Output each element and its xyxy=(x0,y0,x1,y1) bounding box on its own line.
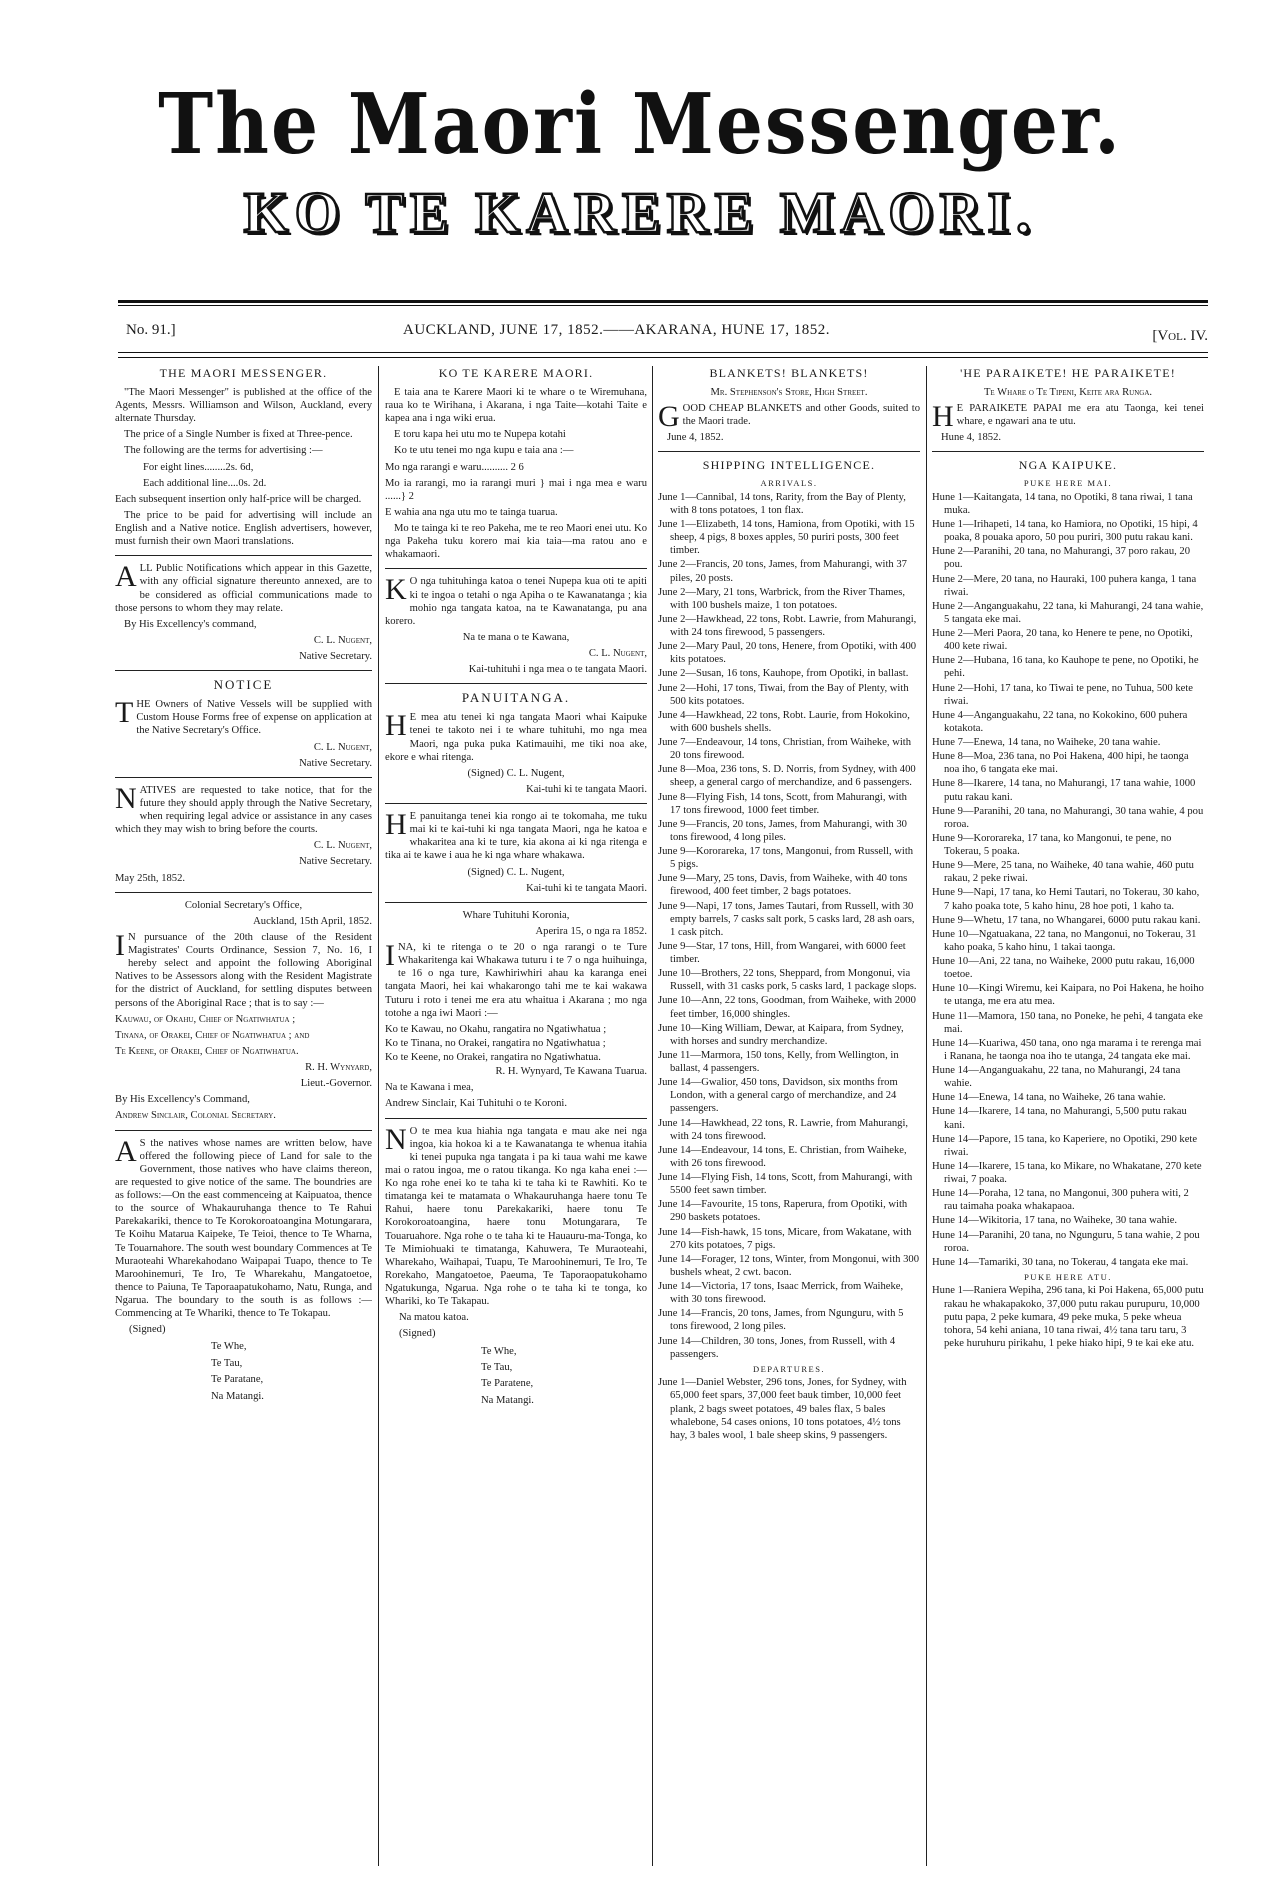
signature: C. L. Nugent, xyxy=(313,840,372,852)
assessor: Te Keene, of Orakei, Chief of Ngatiwhatua. xyxy=(115,1045,299,1057)
signature-title: Native Secretary. xyxy=(299,651,372,662)
signatory: Te Whe, xyxy=(481,1345,517,1357)
signature: (Signed) C. L. Nugent, xyxy=(467,866,565,878)
shipping-entry: Hune 14—Poraha, 12 tana, no Mangonui, 300 puhera witi, 2 rau taimaha poaka whakapaoa. xyxy=(932,1188,1189,1213)
shipping-entry: Hune 2—Meri Paora, 20 tana, ko Henere te pene, no Opotiki, 400 kete riwai. xyxy=(932,628,1193,653)
signed-label: (Signed) xyxy=(399,1328,436,1340)
office-date: Auckland, 15th April, 1852. xyxy=(253,915,372,927)
shipping-entry: Hune 7—Enewa, 14 tana, no Waiheke, 20 tana wahie. xyxy=(932,737,1161,749)
store-address: Mr. Stephenson's Store, High Street. xyxy=(710,386,868,398)
paragraph: "The Maori Messenger" is published at the office of the Agents, Messrs. Williamson and Wilson, Auckland, every alternate Thursday. xyxy=(115,386,372,425)
notice-date: May 25th, 1852. xyxy=(115,872,186,884)
shipping-entry: Hune 11—Mamora, 150 tana, no Poneke, he pehi, 4 tangata eke mai. xyxy=(932,1010,1203,1035)
separator xyxy=(115,892,372,893)
shipping-entry: June 9—Francis, 20 tons, James, from Mahurangi, with 30 tons firewood, 4 long piles. xyxy=(658,818,907,843)
shipping-entry: June 11—Marmora, 150 tons, Kelly, from Wellington, in ballast, 4 passengers. xyxy=(658,1049,899,1075)
shipping-entry: Hune 14—Papore, 15 tana, ko Kaperiere, no Opotiki, 290 kete riwai. xyxy=(932,1133,1198,1158)
paragraph: By His Excellency's command, xyxy=(124,618,257,630)
shipping-entry: June 14—Flying Fish, 14 tons, Scott, from Mahurangi, with 5500 feet sawn timber. xyxy=(658,1172,913,1197)
shipping-entry: June 9—Star, 17 tons, Hill, from Wangarei, with 6000 feet timber. xyxy=(658,940,906,966)
paragraph: Ko te utu tenei mo nga kupu e taia ana :— xyxy=(394,445,574,457)
shipping-entry: June 8—Flying Fish, 14 tons, Scott, from Mahurangi, with 17 tons firewood, 1000 feet timber. xyxy=(658,791,907,816)
assessor: Ko te Tinana, no Orakei, rangatira no Ngatiwhatua ; xyxy=(385,1037,606,1049)
paragraph: The price to be paid for advertising will include an English and a Native notice. English advertisers, however, must furnish their own Maori translations. xyxy=(115,509,372,548)
dateline-rule xyxy=(118,352,1208,353)
shipping-entry: Hune 9—Napi, 17 tana, ko Hemi Tautari, no Tokerau, 30 kaho, 7 kaho poaka tote, 5 kaho hinu, 28 hoe poti, 1 kaho ta. xyxy=(932,887,1200,912)
section-heading: BLANKETS! BLANKETS! xyxy=(709,366,869,380)
rate-line: Mo ia rarangi, mo ia rarangi muri } mai i nga mea e waru ......} 2 xyxy=(385,477,647,502)
signature-title: Native Secretary. xyxy=(299,757,372,769)
masthead-rule xyxy=(118,300,1208,303)
arrivals-list xyxy=(658,491,920,1361)
shipping-entry: Hune 14—Ikarere, 14 tana, no Mahurangi, 5,500 putu rakau kani. xyxy=(932,1106,1187,1131)
signature: C. L. Nugent, xyxy=(588,648,647,659)
shipping-entry: Hune 8—Ikarere, 14 tana, no Mahurangi, 17 tana wahie, 1000 putu rakau kani. xyxy=(932,778,1196,803)
advertisement: GOOD CHEAP BLANKETS and other Goods, suited to the Maori trade. xyxy=(658,400,920,433)
shipping-entry: Hune 1—Irihapeti, 14 tana, ko Hamiora, no Opotiki, 15 hipi, 4 poaka, 8 pouaka aporo, 50 pou puriri, 300 putu rakau kani. xyxy=(932,519,1198,544)
separator xyxy=(385,683,647,684)
issue-number: No. 91.] xyxy=(126,322,176,338)
signatory: Na Matangi. xyxy=(211,1390,264,1402)
section-heading: NGA KAIPUKE. xyxy=(1018,458,1118,473)
store-address: Te Whare o Te Tipeni, Keite ara Runga. xyxy=(983,386,1153,398)
shipping-entry: June 1—Daniel Webster, 296 tons, Jones, for Sydney, with 65,000 feet spars, 37,000 feet bauk timber, 10,000 feet plank, 2 bags sweet potatoes, 49 bales flax, 5 bales whalebone, 54 cases onions, 10 tons potatoes, 4½ tons hay, 3 bales wool, 1 bale sheep skins, 9 passengers. xyxy=(658,1377,907,1441)
signatory: Na Matangi. xyxy=(481,1394,534,1406)
assessor: Tinana, of Orakei, Chief of Ngatiwhatua ; and xyxy=(115,1029,310,1041)
shipping-entry: June 14—Fish-hawk, 15 tons, Micare, from Wakatane, with 270 kits potatoes, 7 pigs. xyxy=(658,1226,912,1251)
shipping-entry: June 9—Mary, 25 tons, Davis, from Waiheke, with 40 tons firewood, 400 feet timber, 2 bags potatoes. xyxy=(658,873,908,898)
paragraph: E taia ana te Karere Maori ki te whare o te Wiremuhana, raua ko te Wirihana, i Akarana, i nga Taite—kotahi Taite e kapea ana i nga wiki erua. xyxy=(385,386,647,425)
separator xyxy=(932,451,1204,452)
section-heading: PANUITANGA. xyxy=(461,690,571,706)
shipping-entry: Hune 9—Paranihi, 20 tana, no Mahurangi, 30 tana wahie, 4 pou roroa. xyxy=(932,805,1204,830)
separator xyxy=(115,777,372,778)
shipping-entry: Hune 14—Enewa, 14 tana, no Waiheke, 26 tana wahie. xyxy=(932,1092,1166,1104)
advertisement-date: Hune 4, 1852. xyxy=(941,432,1002,444)
shipping-entry: Hune 14—Kuariwa, 450 tana, ono nga marama i te rerenga mai i Ranana, he taonga noa iho te utanga, 24 tangata eke mai. xyxy=(932,1037,1202,1062)
section-heading: THE MAORI MESSENGER. xyxy=(159,366,328,380)
signatory-list xyxy=(211,1339,372,1405)
column-1 xyxy=(115,366,372,1866)
shipping-entry: Hune 14—Wikitoria, 17 tana, no Waiheke, 30 tana wahie. xyxy=(932,1215,1178,1227)
signature: C. L. Nugent, xyxy=(313,741,372,753)
shipping-entry: June 1—Cannibal, 14 tons, Rarity, from the Bay of Plenty, with 8 tons potatoes, 1 ton flax. xyxy=(658,491,906,516)
shipping-entry: June 2—Hohi, 17 tons, Tiwai, from the Bay of Plenty, with 500 kits potatoes. xyxy=(658,682,909,707)
office-date: Aperira 15, o nga ra 1852. xyxy=(535,925,647,937)
shipping-entry: June 1—Elizabeth, 14 tons, Hamiona, from Opotiki, with 15 sheep, 4 pigs, 8 boxes apples, 50 puriri posts, 300 feet timber. xyxy=(658,519,915,557)
signature: Andrew Sinclair, Colonial Secretary. xyxy=(115,1110,276,1122)
paragraph: E wahia ana nga utu mo te tainga tuarua. xyxy=(385,506,558,518)
shipping-entry: Hune 1—Kaitangata, 14 tana, no Opotiki, 8 tana riwai, 1 tana muka. xyxy=(932,491,1193,516)
column-2 xyxy=(385,366,647,1866)
signatory: Te Whe, xyxy=(211,1341,247,1353)
paragraph: The price of a Single Number is fixed at Three-pence. xyxy=(124,429,353,441)
subheading: PUKE HERE ATU. xyxy=(1024,1271,1112,1282)
shipping-entry: June 2—Hawkhead, 22 tons, Robt. Lawrie, from Mahurangi, with 24 tons firewood, 5 passengers. xyxy=(658,613,917,639)
masthead xyxy=(0,76,1280,245)
signature: R. H. Wynyard, Te Kawana Tuarua. xyxy=(495,1066,647,1078)
shipping-entry: Hune 8—Moa, 236 tana, no Poi Hakena, 400 hipi, he taonga noa iho, 6 tangata eke mai. xyxy=(932,751,1189,776)
shipping-entry: Hune 10—Ngatuakana, 22 tana, no Mangonui, no Tokerau, 31 kaho poaka, 5 kaho hinu, 1 takai taonga. xyxy=(932,928,1197,953)
shipping-entry: Hune 2—Anganguakahu, 22 tana, ki Mahurangi, 24 tana wahie, 5 tangata eke mai. xyxy=(932,600,1204,625)
shipping-entry: June 7—Endeavour, 14 tons, Christian, from Waiheke, with 20 tons firewood. xyxy=(658,737,912,762)
section-heading: SHIPPING INTELLIGENCE. xyxy=(702,458,876,473)
paragraph: Each subsequent insertion only half-price will be charged. xyxy=(115,493,362,505)
signed-label: (Signed) xyxy=(129,1324,166,1336)
shipping-entry: Hune 2—Hubana, 16 tana, ko Kauhope te pene, no Opotiki, he pehi. xyxy=(932,655,1199,680)
separator xyxy=(115,670,372,671)
shipping-entry: June 9—Kororareka, 17 tons, Mangonui, from Russell, with 5 pigs. xyxy=(658,846,914,871)
signature-title: Lieut.-Governor. xyxy=(300,1078,372,1090)
shipping-entry: Hune 14—Tamariki, 30 tana, no Tokerau, 4 tangata eke mai. xyxy=(932,1256,1189,1268)
shipping-entry: Hune 14—Ikarere, 15 tana, ko Mikare, no Whakatane, 270 kete riwai, 7 poaka. xyxy=(932,1160,1202,1186)
shipping-entry: June 10—Ann, 22 tons, Goodman, from Waiheke, with 2000 feet timber, 16,000 shingles. xyxy=(658,995,916,1020)
separator xyxy=(385,803,647,804)
shipping-entry: June 10—Brothers, 22 tons, Sheppard, from Mongonui, via Russell, with 31 casks pork, 5 casks lard, 1 package slops. xyxy=(658,968,917,993)
column-3 xyxy=(658,366,920,1866)
shipping-entry: June 14—Francis, 20 tons, James, from Ngunguru, with 5 tons firewood, 2 long piles. xyxy=(658,1308,904,1333)
paragraph: Na te Kawana i mea, xyxy=(385,1082,474,1094)
shipping-entry: Hune 2—Paranihi, 20 tana, no Mahurangi, 37 poro rakau, 20 pou. xyxy=(932,546,1191,571)
signature-title: Native Secretary. xyxy=(299,856,372,868)
shipping-entry: Hune 10—Ani, 22 tana, no Waiheke, 2000 putu rakau, 16,000 toetoe. xyxy=(932,956,1195,981)
paragraph: Na matou katoa. xyxy=(399,1312,469,1324)
signature: Andrew Sinclair, Kai Tuhituhi o te Koroni. xyxy=(385,1098,568,1110)
signature-title: Kai-tuhi ki te tangata Maori. xyxy=(526,783,647,795)
notice-paragraph: HE panuitanga tenei kia rongo ai te tokomaha, me tuku mai ki te kai-tuhi ki nga tangata Maori, nga he katoa e whakaritea ana ki te ture, kia akona ai ki nga ritenga e tika ai te kawe i aua he ki nga whare whakawa. xyxy=(385,808,647,862)
departures-list xyxy=(658,1376,920,1442)
separator xyxy=(115,1130,372,1131)
shipping-entry: Hune 9—Kororareka, 17 tana, ko Mangonui, te pene, no Tokerau, 5 poaka. xyxy=(932,832,1172,858)
masthead-title-english: The Maori Messenger. xyxy=(158,76,1122,174)
shipping-entry: Hune 2—Mere, 20 tana, no Hauraki, 100 puhera kanga, 1 tana riwai. xyxy=(932,573,1197,598)
shipping-entry: Hune 9—Whetu, 17 tana, no Whangarei, 6000 putu rakau kani. xyxy=(932,914,1201,926)
section-heading: 'HE PARAIKETE! HE PARAIKETE! xyxy=(960,366,1176,380)
advertisement: HE PARAIKETE PAPAI me era atu Taonga, kei tenei whare, e ngawari ana te utu. xyxy=(932,400,1204,433)
section-heading: NOTICE xyxy=(213,677,274,693)
shipping-entry: June 8—Moa, 236 tons, S. D. Norris, from Sydney, with 400 sheep, a general cargo of merchandize, and 6 passengers. xyxy=(658,764,916,789)
shipping-entry: June 10—King William, Dewar, at Kaipara, from Sydney, with horses and sundry merchandize. xyxy=(658,1022,904,1047)
column-4 xyxy=(932,366,1204,1866)
shipping-entry: Hune 2—Hohi, 17 tana, ko Tiwai te pene, no Tuhua, 500 kete riwai. xyxy=(932,682,1193,707)
shipping-entry: June 14—Children, 30 tons, Jones, from Russell, with 4 passengers. xyxy=(658,1335,896,1360)
signature: C. L. Nugent, xyxy=(313,634,372,646)
section-heading: KO TE KARERE MAORI. xyxy=(438,366,594,380)
shipping-entry: June 14—Victoria, 17 tons, Isaac Merrick, from Waiheke, with 30 tons firewood. xyxy=(658,1281,904,1306)
notice-paragraph: THE Owners of Native Vessels will be supplied with Custom House Forms free of expense on application at the Native Secretary's Office. xyxy=(115,696,372,737)
arrivals-list xyxy=(932,491,1204,1269)
departures-list xyxy=(932,1284,1204,1350)
column-divider xyxy=(378,366,379,1866)
subheading: PUKE HERE MAI. xyxy=(1023,478,1113,489)
notice-paragraph: KO nga tuhituhinga katoa o tenei Nupepa kua oti te apiti ki te ingoa o tetahi o nga Apiha o te Kawanatanga ; kia mohio nga tangata katoa, na te Kawanatanga, pu ana korero. xyxy=(385,573,647,627)
notice-paragraph: INA, ki te ritenga o te 20 o nga rarangi o te Ture Whakaritenga kai Whakawa tuturu i te 7 o nga huihuinga, te 16 o nga ture, Kawhiriwhiri ahau ka karanga enei tangata Maori, hei kai whakarongo tahi me te kai wakawa Tuturu i roto i tenei me era atu whaitua i Akarana ; mo nga totohe a nga iwi Maori :— xyxy=(385,939,647,1019)
signatory: Te Tau, xyxy=(481,1362,513,1374)
office-heading: Colonial Secretary's Office, xyxy=(184,899,303,911)
shipping-entry: Hune 9—Mere, 25 tana, no Waiheke, 40 tana wahie, 460 putu rakau, 2 peke riwai. xyxy=(932,860,1194,885)
office-heading: Whare Tuhituhi Koronia, xyxy=(462,909,570,921)
advertisement-date: June 4, 1852. xyxy=(667,432,724,444)
notice-paragraph: AS the natives whose names are written below, have offered the following piece of Land for sale to the Government, those natives who have claims thereon, are requested to give notice of the same. The boundries are as follows:—On the east commenceing at Kaipuatoa, thence to the source of Whakauruhanga thence to Te Rahui Parekakariki, thence to Te Korokoroatoangina Motungarara, Te Koihu Matarua Kaipeke, Te Teioi, thence to Te Wharna, Te Touarnahore. The south west boundary Commences at Te Muraoteahi Wharekahodano Waipapai Tuapo, thence to Te Maroohinemuri, Te Iro, Te Wharekahu, Mangatoetoe, thence to Paiuna, Te Taporaapatukohamo, Natu, Runga, and Ngarua. The boundary to the south is as follows :—Commencing at Te Whariki, thence to Te Tokapau. xyxy=(115,1134,372,1320)
shipping-entry: June 2—Susan, 16 tons, Kauhope, from Opotiki, in ballast. xyxy=(658,668,909,680)
assessor: Kauwau, of Okahu, Chief of Ngatiwhatua ; xyxy=(115,1013,296,1025)
masthead-rule-thin xyxy=(118,305,1208,306)
signatory: Te Paratene, xyxy=(481,1378,534,1390)
notice-paragraph: NO te mea kua hiahia nga tangata e mau ake nei nga ingoa, kia hokoa ki a te Kawanatanga te whenua itahia ki tenei pupuka nga tangata i pa ki taua wahi me kawe mai o ratou ingoa, me o ratou tikanga. Ko nga kaha enei :—Ko nga rohe enei ko te taha ki te taha ki te Rawhiti. Ko te timatanga kei te matamata o Whakauruhanga haere tonu Te Rahui, haere tonu Parekakariki, haere tonu Te Korokoroatoangina, haere tonu Motungarara, Te Touaruahore. Nga rohe o te taha ki te Hauauru-ma-Tonga, ko Te Mimiohuaki te timatanga, Kahuwera, Te Muraoteahi, Wharekaho, Waihapai, Tuapu, Te Maroohinemuri, Te Iro, Te Rorekaho, Mangatoetoe, Paeuma, Te Taporaopatukohamo Ngatukunga, Ngarua. Nga rohe o te taha ki te tonga, ko Whariki, ko Te Takapau. xyxy=(385,1122,647,1308)
rate-line: For eight lines........2s. 6d, xyxy=(143,461,254,473)
signature-title: Kai-tuhi ki te tangata Maori. xyxy=(526,882,647,894)
shipping-entry: June 14—Forager, 12 tons, Winter, from Mongonui, with 300 bushels wheat, 2 cwt. bacon. xyxy=(658,1253,919,1278)
shipping-entry: June 2—Mary Paul, 20 tons, Henere, from Opotiki, with 400 kits potatoes. xyxy=(658,641,917,666)
separator xyxy=(385,568,647,569)
signatory: Te Paratane, xyxy=(211,1374,264,1386)
shipping-entry: Hune 10—Kingi Wiremu, kei Kaipara, no Poi Hakena, he hoiho te utanga, me era atu mea. xyxy=(932,983,1204,1008)
dateline xyxy=(118,322,1208,346)
shipping-entry: June 14—Favourite, 15 tons, Raperura, from Opotiki, with 290 baskets potatoes. xyxy=(658,1199,908,1224)
rate-line: Mo nga rarangi e waru.......... 2 6 xyxy=(385,461,524,473)
notice-paragraph: HE mea atu tenei ki nga tangata Maori whai Kaipuke tenei te takoto nei i te whare tuhituhi, mo nga mea Maori, nga puka puka Katimauihi, me tiki noa ake, ekore e whai ritenga. xyxy=(385,709,647,763)
column-divider xyxy=(652,366,653,1866)
rate-line: Each additional line....0s. 2d. xyxy=(143,477,267,489)
signatory-list xyxy=(481,1344,647,1410)
signature: R. H. Wynyard, xyxy=(305,1062,372,1074)
paragraph: The following are the terms for advertising :— xyxy=(124,445,323,457)
separator xyxy=(385,1118,647,1119)
dateline-rule-2 xyxy=(118,357,1208,358)
separator xyxy=(658,451,920,452)
notice-paragraph: NATIVES are requested to take notice, that for the future they should apply through the Native Secretary, when requiring legal advice or assistance in any cases which they may wish to bring before the courts. xyxy=(115,781,372,836)
paragraph: E toru kapa hei utu mo te Nupepa kotahi xyxy=(394,429,566,441)
shipping-entry: June 4—Hawkhead, 22 tons, Robt. Laurie, from Hokokino, with 600 bushels shells. xyxy=(658,709,910,734)
signatory: Te Tau, xyxy=(211,1357,243,1369)
notice-paragraph: IN pursuance of the 20th clause of the Resident Magistrates' Courts Ordinance, Session 7, No. 16, I hereby select and appoint the following Aboriginal Natives to be Assessors along with the Resident Magistrate for the district of Auckland, for settling disputes between persons of the Aboriginal Race ; that is to say :— xyxy=(115,928,372,1009)
shipping-entry: June 14—Hawkhead, 22 tons, R. Lawrie, from Mahurangi, with 24 tons firewood. xyxy=(658,1117,909,1142)
shipping-entry: June 14—Endeavour, 14 tons, E. Christian, from Waiheke, with 26 tons firewood. xyxy=(658,1144,907,1169)
subheading: DEPARTURES. xyxy=(752,1363,826,1374)
paragraph: By His Excellency's Command, xyxy=(115,1094,250,1106)
issue-date: AUCKLAND, JUNE 17, 1852.——AKARANA, HUNE 17, 1852. xyxy=(403,322,830,338)
signature-title: Kai-tuhituhi i nga mea o te tangata Maori. xyxy=(468,664,647,676)
separator xyxy=(385,902,647,903)
shipping-entry: June 14—Gwalior, 450 tons, Davidson, six months from London, with a general cargo of merchandize, and 24 passengers. xyxy=(658,1077,898,1115)
separator xyxy=(115,555,372,556)
paragraph: Na te mana o te Kawana, xyxy=(462,631,570,643)
assessor: Ko te Keene, no Orakei, rangatira no Ngatiwhatua. xyxy=(385,1052,601,1064)
subheading: ARRIVALS. xyxy=(760,478,818,489)
shipping-entry: June 9—Napi, 17 tons, James Tautari, from Russell, with 30 empty barrels, 7 casks salt pork, 5 casks lard, 28 ash oars, 1 cask pitch. xyxy=(658,900,915,938)
assessor: Ko te Kawau, no Okahu, rangatira no Ngatiwhatua ; xyxy=(385,1023,607,1035)
shipping-entry: June 2—Mary, 21 tons, Warbrick, from the River Thames, with 100 bushels maize, 1 ton potatoes. xyxy=(658,586,905,611)
shipping-entry: Hune 4—Anganguakahu, 22 tana, no Kokokino, 600 puhera kotakota. xyxy=(932,709,1188,734)
shipping-entry: Hune 1—Raniera Wepiha, 296 tana, ki Poi Hakena, 65,000 putu rakau he whakapakoko, 37,000 putu rakau purupuru, 10,000 putu papa, 2 peke kumara, 49 peke muka, 5 peke wheua tohora, 54 kehi aniana, 10 tana riwai, 4½ tana taru taru, 3 peke huruhuru pirikahu, 1 peke hiako hipi, 9 te kai eke atu. xyxy=(932,1285,1204,1349)
shipping-entry: Hune 14—Anganguakahu, 22 tana, no Mahurangi, 24 tana wahie. xyxy=(932,1065,1181,1090)
paragraph: Mo te tainga ki te reo Pakeha, me te reo Maori enei utu. Ko nga Pakeha tuku korero mai kia taia—ma ratou ano e whakamaori. xyxy=(385,523,647,561)
signature: (Signed) C. L. Nugent, xyxy=(467,767,565,779)
notice-paragraph: ALL Public Notifications which appear in this Gazette, with any official signature thereunto annexed, are to be considered as official communications made to those persons to whom they may relate. xyxy=(115,560,372,614)
masthead-title-maori: KO TE KARERE MAORI. xyxy=(243,180,1037,245)
column-divider xyxy=(926,366,927,1866)
shipping-entry: June 2—Francis, 20 tons, James, from Mahurangi, with 37 piles, 20 posts. xyxy=(658,559,907,584)
issue-volume: [Vol. IV. xyxy=(1152,328,1208,344)
shipping-entry: Hune 14—Paranihi, 20 tana, no Ngunguru, 5 tana wahie, 2 pou roroa. xyxy=(932,1229,1200,1254)
